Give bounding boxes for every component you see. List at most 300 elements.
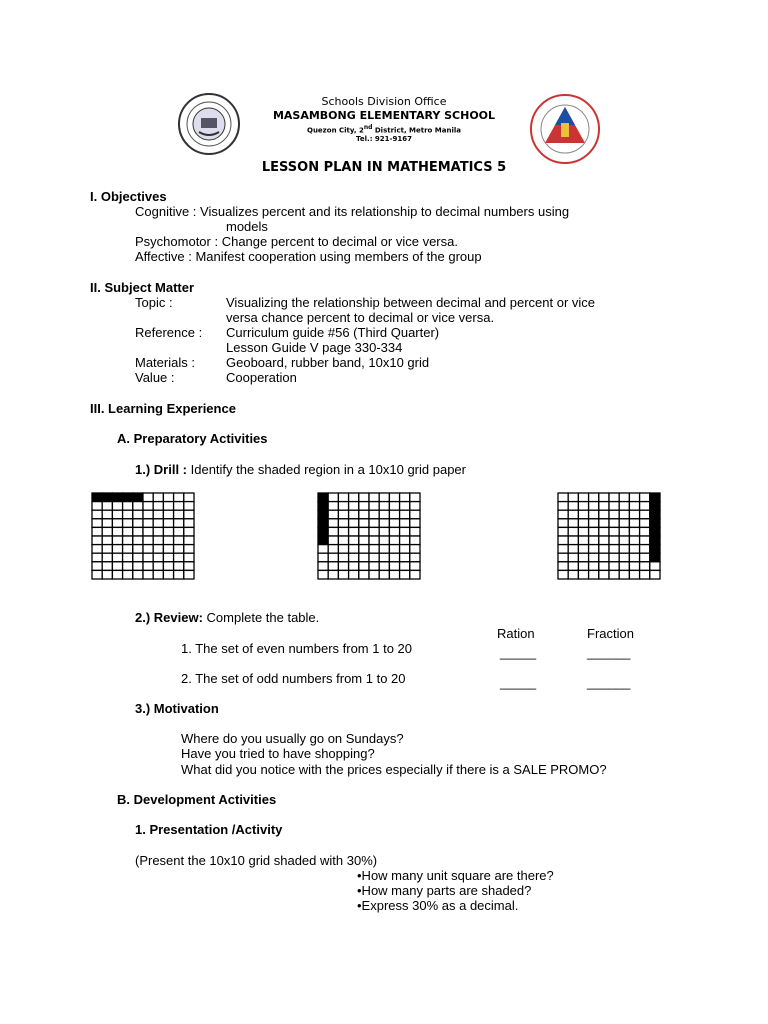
grid-cell bbox=[629, 527, 639, 536]
grid-cell bbox=[589, 553, 599, 562]
grid-cell-shaded bbox=[123, 493, 133, 502]
grid-cell bbox=[369, 510, 379, 519]
grid-cell bbox=[629, 493, 639, 502]
grid-cell bbox=[153, 562, 163, 571]
question-bullet-1: •How many unit square are there? bbox=[357, 868, 554, 883]
grid-cell-shaded bbox=[318, 536, 328, 545]
grid-cell bbox=[133, 536, 143, 545]
grid-cell bbox=[558, 510, 568, 519]
grid-cell bbox=[369, 502, 379, 511]
presentation-text: (Present the 10x10 grid shaded with 30%) bbox=[135, 853, 378, 868]
grid-cell bbox=[102, 553, 112, 562]
grid-cell bbox=[589, 519, 599, 528]
grid-cell bbox=[102, 527, 112, 536]
grid-cell bbox=[184, 570, 194, 579]
grid-cell bbox=[338, 519, 348, 528]
grid-cell bbox=[112, 562, 122, 571]
objective-psychomotor: Psychomotor : Change percent to decimal or vice versa. bbox=[135, 234, 458, 249]
grid-cell-shaded bbox=[318, 519, 328, 528]
grid-cell bbox=[369, 527, 379, 536]
grid-cell bbox=[153, 570, 163, 579]
grid-cell bbox=[112, 545, 122, 554]
grid-cell bbox=[349, 527, 359, 536]
grid-left-column-shaded bbox=[317, 492, 421, 580]
grid-cell bbox=[133, 553, 143, 562]
grid-cell bbox=[328, 527, 338, 536]
grid-cell bbox=[338, 510, 348, 519]
grid-cell bbox=[410, 562, 420, 571]
grid-cell bbox=[338, 562, 348, 571]
grid-cell bbox=[359, 519, 369, 528]
grid-cell bbox=[163, 502, 173, 511]
grid-cell bbox=[92, 545, 102, 554]
drill-line: 1.) Drill : Identify the shaded region in a 10x10 grid paper bbox=[135, 462, 466, 477]
grid-cell bbox=[578, 562, 588, 571]
grid-cell bbox=[338, 553, 348, 562]
grid-cell bbox=[153, 553, 163, 562]
grid-cell bbox=[609, 562, 619, 571]
grid-cell bbox=[349, 510, 359, 519]
grid-cell bbox=[589, 536, 599, 545]
grid-cell bbox=[619, 502, 629, 511]
grid-cell bbox=[389, 510, 399, 519]
grid-cell bbox=[163, 519, 173, 528]
grid-cell bbox=[410, 493, 420, 502]
grid-cell bbox=[153, 510, 163, 519]
grid-cell bbox=[578, 527, 588, 536]
grid-cell bbox=[174, 527, 184, 536]
grid-cell bbox=[359, 493, 369, 502]
grid-cell bbox=[400, 493, 410, 502]
office-name: Schools Division Office bbox=[321, 95, 447, 108]
grid-cell bbox=[143, 493, 153, 502]
grid-cell bbox=[389, 562, 399, 571]
grid-cell-shaded bbox=[318, 493, 328, 502]
grid-cell-shaded bbox=[650, 536, 660, 545]
grid-cell bbox=[619, 570, 629, 579]
grid-cell-shaded bbox=[650, 519, 660, 528]
grid-cell bbox=[369, 545, 379, 554]
grid-cell bbox=[92, 527, 102, 536]
grid-cell bbox=[163, 562, 173, 571]
grid-cell bbox=[389, 570, 399, 579]
grid-cell bbox=[163, 527, 173, 536]
grid-cell bbox=[558, 562, 568, 571]
grid-cell bbox=[609, 553, 619, 562]
grid-cell bbox=[629, 510, 639, 519]
grid-cell bbox=[174, 570, 184, 579]
grid-cell bbox=[328, 536, 338, 545]
grid-cell bbox=[163, 545, 173, 554]
grid-cell bbox=[369, 519, 379, 528]
grid-cell bbox=[143, 527, 153, 536]
grid-cell bbox=[359, 553, 369, 562]
grid-cell bbox=[568, 502, 578, 511]
col-fraction-header: Fraction bbox=[587, 626, 634, 641]
grid-cell bbox=[558, 553, 568, 562]
grid-cell bbox=[640, 545, 650, 554]
reference-line2: Lesson Guide V page 330-334 bbox=[226, 340, 403, 355]
grid-cell bbox=[640, 536, 650, 545]
grid-cell bbox=[379, 493, 389, 502]
grid-cell bbox=[123, 510, 133, 519]
grid-cell bbox=[184, 562, 194, 571]
grid-cell bbox=[629, 553, 639, 562]
grid-cell bbox=[318, 545, 328, 554]
grid-cell bbox=[379, 527, 389, 536]
grid-cell bbox=[400, 510, 410, 519]
grid-cell bbox=[184, 510, 194, 519]
school-address: Quezon City, 2nd District, Metro Manila bbox=[307, 124, 461, 135]
grid-cell bbox=[640, 519, 650, 528]
grid-cell bbox=[379, 536, 389, 545]
grid-cell bbox=[143, 553, 153, 562]
grid-cell bbox=[153, 519, 163, 528]
grid-cell bbox=[640, 502, 650, 511]
grid-cell bbox=[338, 536, 348, 545]
grid-cell bbox=[619, 562, 629, 571]
grid-cell bbox=[379, 519, 389, 528]
grid-cell bbox=[410, 536, 420, 545]
grid-cell bbox=[599, 502, 609, 511]
value-label: Value : bbox=[135, 370, 175, 385]
grid-cell bbox=[609, 510, 619, 519]
grid-cell bbox=[558, 545, 568, 554]
grid-cell bbox=[102, 502, 112, 511]
grid-cell bbox=[589, 562, 599, 571]
grid-cell bbox=[369, 562, 379, 571]
grid-cell bbox=[153, 527, 163, 536]
grid-cell bbox=[328, 570, 338, 579]
grid-cell bbox=[174, 502, 184, 511]
grid-cell bbox=[153, 536, 163, 545]
grid-cell bbox=[349, 553, 359, 562]
learning-heading: III. Learning Experience bbox=[90, 401, 236, 416]
grid-cell bbox=[619, 527, 629, 536]
grid-cell bbox=[578, 510, 588, 519]
grid-cell bbox=[589, 510, 599, 519]
grid-cell bbox=[609, 502, 619, 511]
grid-cell bbox=[359, 545, 369, 554]
grid-cell bbox=[163, 570, 173, 579]
grid-cell bbox=[133, 562, 143, 571]
grid-cell bbox=[558, 527, 568, 536]
grid-cell bbox=[568, 536, 578, 545]
grid-cell bbox=[629, 562, 639, 571]
grid-cell bbox=[369, 553, 379, 562]
grid-cell bbox=[359, 562, 369, 571]
grid-cell bbox=[318, 570, 328, 579]
grid-cell bbox=[338, 570, 348, 579]
grid-cell bbox=[92, 562, 102, 571]
grid-cell bbox=[558, 519, 568, 528]
grid-cell bbox=[349, 502, 359, 511]
grid-cell bbox=[609, 545, 619, 554]
grid-cell bbox=[359, 502, 369, 511]
grid-cell bbox=[389, 553, 399, 562]
grid-cell bbox=[123, 527, 133, 536]
grid-cell bbox=[568, 493, 578, 502]
grid-cell bbox=[400, 502, 410, 511]
objective-cognitive-cont: models bbox=[226, 219, 268, 234]
grid-cell bbox=[568, 545, 578, 554]
grid-cell-shaded bbox=[650, 527, 660, 536]
grid-cell bbox=[318, 562, 328, 571]
col-ratio-header: Ration bbox=[497, 626, 535, 641]
grid-cell bbox=[640, 527, 650, 536]
grid-top-row-shaded bbox=[91, 492, 195, 580]
grid-cell bbox=[359, 510, 369, 519]
page-title: LESSON PLAN IN MATHEMATICS 5 bbox=[261, 160, 507, 175]
grid-cell bbox=[174, 519, 184, 528]
grid-cell bbox=[369, 493, 379, 502]
motivation-q1: Where do you usually go on Sundays? bbox=[181, 731, 404, 746]
grid-cell bbox=[650, 562, 660, 571]
grid-cell bbox=[349, 493, 359, 502]
grid-cell bbox=[379, 553, 389, 562]
materials-value: Geoboard, rubber band, 10x10 grid bbox=[226, 355, 430, 370]
grid-cell bbox=[389, 545, 399, 554]
grid-cell bbox=[400, 545, 410, 554]
grid-cell bbox=[400, 553, 410, 562]
development-heading: B. Development Activities bbox=[117, 792, 277, 807]
grid-cell bbox=[184, 536, 194, 545]
grid-cell bbox=[112, 553, 122, 562]
grid-cell bbox=[619, 493, 629, 502]
grid-cell bbox=[143, 510, 153, 519]
grid-cell bbox=[568, 527, 578, 536]
row1-ratio-blank: _____ bbox=[500, 645, 537, 660]
grid-cell bbox=[328, 553, 338, 562]
grid-cell bbox=[174, 545, 184, 554]
grid-cell bbox=[338, 502, 348, 511]
grid-cell bbox=[184, 493, 194, 502]
grid-cell bbox=[400, 519, 410, 528]
grid-cell bbox=[328, 545, 338, 554]
grid-cell bbox=[379, 502, 389, 511]
grid-cell bbox=[143, 519, 153, 528]
grid-cell-shaded bbox=[102, 493, 112, 502]
grid-cell bbox=[92, 510, 102, 519]
grid-cell bbox=[578, 493, 588, 502]
grid-cell bbox=[619, 510, 629, 519]
grid-cell-shaded bbox=[92, 493, 102, 502]
grid-cell bbox=[599, 570, 609, 579]
grid-cell bbox=[578, 536, 588, 545]
grid-cell bbox=[359, 570, 369, 579]
grid-cell bbox=[349, 545, 359, 554]
grid-cell bbox=[599, 536, 609, 545]
grid-cell bbox=[328, 519, 338, 528]
grid-cell bbox=[640, 493, 650, 502]
grid-cell bbox=[174, 493, 184, 502]
grid-cell bbox=[174, 510, 184, 519]
grid-cell bbox=[92, 536, 102, 545]
grid-cell bbox=[174, 553, 184, 562]
grid-cell-shaded bbox=[650, 502, 660, 511]
grid-cell bbox=[328, 510, 338, 519]
grid-cell bbox=[568, 553, 578, 562]
grid-cell bbox=[609, 527, 619, 536]
grid-cell bbox=[578, 545, 588, 554]
grid-cell bbox=[328, 502, 338, 511]
grid-cell bbox=[410, 502, 420, 511]
grid-cell bbox=[400, 527, 410, 536]
grid-cell-shaded bbox=[650, 545, 660, 554]
grid-cell bbox=[123, 519, 133, 528]
grid-cell bbox=[578, 519, 588, 528]
grid-cell bbox=[143, 536, 153, 545]
grid-cell-shaded bbox=[318, 527, 328, 536]
grid-cell bbox=[558, 536, 568, 545]
grid-cell bbox=[589, 493, 599, 502]
grid-cell bbox=[133, 519, 143, 528]
grid-cell bbox=[599, 545, 609, 554]
grid-cell bbox=[133, 510, 143, 519]
grid-cell-shaded bbox=[133, 493, 143, 502]
grid-cell bbox=[599, 527, 609, 536]
grid-cell bbox=[92, 502, 102, 511]
grid-cell bbox=[640, 570, 650, 579]
grid-cell bbox=[349, 519, 359, 528]
grid-cell bbox=[619, 545, 629, 554]
grid-cell bbox=[143, 570, 153, 579]
presentation-heading: 1. Presentation /Activity bbox=[135, 822, 283, 837]
grid-cell bbox=[629, 536, 639, 545]
grid-cell bbox=[184, 545, 194, 554]
review-line: 2.) Review: Complete the table. bbox=[135, 610, 320, 625]
topic-line1: Visualizing the relationship between decimal and percent or vice bbox=[226, 295, 596, 310]
grid-cell bbox=[112, 502, 122, 511]
objective-cognitive: Cognitive : Visualizes percent and its relationship to decimal numbers using bbox=[135, 204, 570, 219]
grid-cell bbox=[123, 545, 133, 554]
grid-cell bbox=[629, 502, 639, 511]
grid-cell bbox=[599, 510, 609, 519]
grid-cell bbox=[410, 519, 420, 528]
grid-cell bbox=[619, 536, 629, 545]
grid-cell bbox=[123, 562, 133, 571]
grid-cell bbox=[379, 562, 389, 571]
grid-cell bbox=[389, 502, 399, 511]
grid-cell bbox=[640, 510, 650, 519]
grid-cell bbox=[359, 536, 369, 545]
grid-cell bbox=[184, 502, 194, 511]
grid-cell bbox=[379, 570, 389, 579]
grid-cell-shaded bbox=[650, 493, 660, 502]
grid-cell bbox=[123, 570, 133, 579]
grid-cell bbox=[102, 510, 112, 519]
grid-cell bbox=[184, 519, 194, 528]
grid-cell bbox=[123, 502, 133, 511]
grid-cell bbox=[184, 553, 194, 562]
grid-cell bbox=[318, 553, 328, 562]
grid-cell bbox=[112, 527, 122, 536]
grid-cell bbox=[102, 570, 112, 579]
grid-cell bbox=[102, 536, 112, 545]
objective-affective: Affective : Manifest cooperation using members of the group bbox=[135, 249, 482, 264]
grid-cell bbox=[578, 570, 588, 579]
grid-cell bbox=[174, 536, 184, 545]
question-bullet-3: •Express 30% as a decimal. bbox=[357, 898, 519, 913]
topic-label: Topic : bbox=[135, 295, 173, 310]
grid-cell bbox=[338, 545, 348, 554]
grid-cell bbox=[338, 493, 348, 502]
grid-cell-shaded bbox=[112, 493, 122, 502]
grid-cell bbox=[650, 570, 660, 579]
grid-cell bbox=[589, 527, 599, 536]
grid-cell bbox=[163, 536, 173, 545]
objectives-heading: I. Objectives bbox=[90, 189, 167, 204]
row1-fraction-blank: ______ bbox=[587, 645, 631, 660]
grid-cell bbox=[153, 493, 163, 502]
grid-cell bbox=[359, 527, 369, 536]
grid-cell bbox=[629, 570, 639, 579]
grid-cell bbox=[153, 545, 163, 554]
grid-cell bbox=[112, 536, 122, 545]
grid-cell bbox=[410, 545, 420, 554]
grid-cell bbox=[629, 545, 639, 554]
grid-cell bbox=[609, 519, 619, 528]
grid-cell bbox=[349, 570, 359, 579]
grid-cell bbox=[92, 570, 102, 579]
reference-line1: Curriculum guide #56 (Third Quarter) bbox=[226, 325, 440, 340]
grid-cell bbox=[112, 510, 122, 519]
grid-cell bbox=[410, 553, 420, 562]
grid-cell bbox=[133, 502, 143, 511]
review-row-2: 2. The set of odd numbers from 1 to 20 bbox=[181, 671, 406, 686]
grid-cell bbox=[163, 553, 173, 562]
grid-cell bbox=[568, 570, 578, 579]
grid-cell bbox=[400, 562, 410, 571]
grid-cell bbox=[568, 510, 578, 519]
materials-label: Materials : bbox=[135, 355, 195, 370]
grid-cell bbox=[558, 570, 568, 579]
grid-cell bbox=[400, 570, 410, 579]
grid-cell bbox=[619, 553, 629, 562]
grid-cell bbox=[123, 553, 133, 562]
preparatory-heading: A. Preparatory Activities bbox=[117, 431, 268, 446]
grid-cell bbox=[599, 519, 609, 528]
grid-cell bbox=[558, 502, 568, 511]
row2-ratio-blank: _____ bbox=[500, 675, 537, 690]
grid-cell-shaded bbox=[318, 502, 328, 511]
motivation-heading: 3.) Motivation bbox=[135, 701, 219, 716]
grid-cell bbox=[609, 536, 619, 545]
grid-cell bbox=[369, 570, 379, 579]
question-bullet-2: •How many parts are shaded? bbox=[357, 883, 532, 898]
grid-cell bbox=[379, 510, 389, 519]
grid-cell bbox=[389, 519, 399, 528]
grid-cell bbox=[338, 527, 348, 536]
grid-cell bbox=[133, 570, 143, 579]
grid-cell bbox=[92, 519, 102, 528]
grid-cell bbox=[123, 536, 133, 545]
grid-cell bbox=[578, 502, 588, 511]
motivation-q2: Have you tried to have shopping? bbox=[181, 746, 375, 761]
grid-cell bbox=[640, 562, 650, 571]
grid-cell bbox=[640, 553, 650, 562]
grid-cell bbox=[410, 570, 420, 579]
grid-cell bbox=[163, 510, 173, 519]
school-tel: Tel.: 921-9167 bbox=[356, 135, 412, 143]
grid-cell bbox=[328, 562, 338, 571]
grid-cell bbox=[389, 493, 399, 502]
grid-cell bbox=[578, 553, 588, 562]
grid-cell bbox=[629, 519, 639, 528]
grid-cell bbox=[112, 570, 122, 579]
grid-cell bbox=[400, 536, 410, 545]
motivation-q3: What did you notice with the prices especially if there is a SALE PROMO? bbox=[181, 762, 607, 777]
